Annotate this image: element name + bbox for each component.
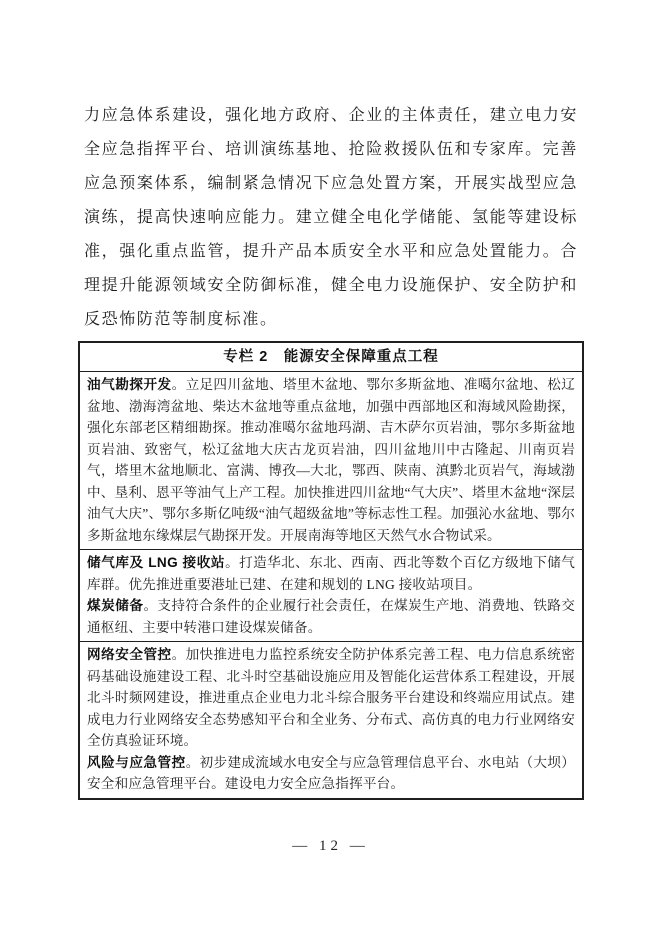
section-text-network-security: 。加快推进电力监控系统安全防护体系完善工程、电力信息系统密码基础设施建设工程、北斗时空基础设施应用及智能化运营体系工程建设，开展北斗时频网建设，推进重点企业电力北斗综合服务平台建设和终端应用试点。建成电力行业网络安全态势感知平台和全业务、分布式、高仿真的电力行业网络安全仿真验证环境。 (87, 647, 575, 748)
section-risk-emergency (87, 752, 575, 795)
section-label-network-security: 网络安全管控 (87, 647, 172, 662)
section-text-risk-emergency: 。初步建成流域水电安全与应急管理信息平台、水电站（大坝）安全和应急管理平台。建设电力安全应急指挥平台。 (87, 754, 575, 791)
section-label-gas-storage-lng: 储气库及 LNG 接收站 (87, 555, 226, 570)
column-box-title: 专栏 2 能源安全保障重点工程 (80, 343, 582, 372)
section-coal-reserve (87, 595, 575, 638)
section-text-oil-gas-exploration: 。立足四川盆地、塔里木盆地、鄂尔多斯盆地、准噶尔盆地、松辽盆地、渤海湾盆地、柴达木盆地等重点盆地，加强中西部地区和海域风险勘探，强化东部老区精细勘探。推动准噶尔盆地玛湖、吉木萨尔页岩油，鄂尔多斯盆地页岩油、致密气，松辽盆地大庆古龙页岩油，四川盆地川中古隆起、川南页岩气，塔里木盆地顺北、富满、博孜—大北，鄂西、陕南、滇黔北页岩气，海域渤中、垦利、恩平等油气上产工程。加快推进四川盆地“气大庆”、塔里木盆地“深层油气大庆”、鄂尔多斯亿吨级“油气超级盆地”等标志性工程。加强沁水盆地、鄂尔多斯盆地东缘煤层气勘探开发。开展南海等地区天然气水合物试采。 (87, 377, 575, 543)
section-text-gas-storage-lng: 。打造华北、东北、西南、西北等数个百亿方级地下储气库群。优先推进重要港址已建、在建和规划的 LNG 接收站项目。 (87, 555, 575, 592)
body-paragraph: 力应急体系建设，强化地方政府、企业的主体责任，建立电力安全应急指挥平台、培训演练基地、抢险救援队伍和专家库。完善应急预案体系，编制紧急情况下应急处置方案，开展实战型应急演练，提高快速响应能力。建立健全电化学储能、氢能等建设标准，强化重点监管，提升产品本质安全水平和应急处置能力。合理提升能源领域安全防御标准，健全电力设施保护、安全防护和反恐怖防范等制度标准。 (84, 107, 578, 328)
box-row-security-control (80, 642, 582, 798)
section-label-risk-emergency: 风险与应急管控 (87, 754, 186, 770)
box-row-oil-gas-exploration (80, 372, 582, 550)
section-text-coal-reserve: 。支持符合条件的企业履行社会责任，在煤炭生产地、消费地、铁路交通枢纽、主要中转港口建设煤炭储备。 (87, 598, 575, 635)
section-label-oil-gas-exploration: 油气勘探开发 (87, 377, 172, 392)
section-network-security (87, 644, 575, 752)
section-oil-gas-exploration (87, 374, 575, 546)
section-gas-storage-lng (87, 552, 575, 595)
page-number: — 12 — (292, 838, 369, 854)
column-box (78, 341, 584, 800)
box-row-storage (80, 550, 582, 642)
section-label-coal-reserve: 煤炭储备 (87, 598, 144, 613)
